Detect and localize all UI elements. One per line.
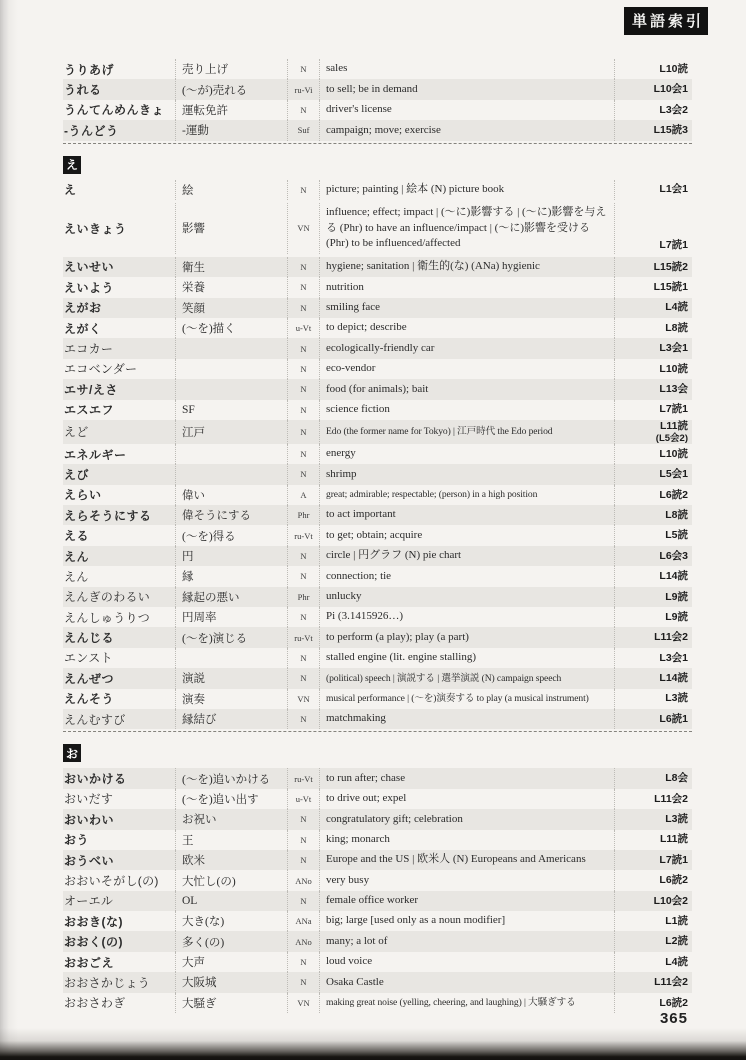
meaning-cell: to act important	[319, 505, 614, 525]
meaning-cell: picture; painting | 絵本 (N) picture book	[319, 180, 614, 200]
kanji-cell: (〜を)得る	[175, 525, 287, 545]
table-row	[63, 789, 692, 809]
meaning-cell: to get; obtain; acquire	[319, 525, 614, 545]
lesson-ref: L6読2	[659, 488, 688, 501]
kanji-cell: (〜を)演じる	[175, 627, 287, 647]
meaning-cell: great; admirable; respectable; (person) in a high position	[319, 485, 614, 505]
meaning-cell: matchmaking	[319, 709, 614, 729]
meaning-cell: big; large [used only as a noun modifier]	[319, 911, 614, 931]
lesson-cell	[614, 420, 690, 444]
pos-cell: VN	[287, 689, 319, 709]
kanji-cell: (〜が)売れる	[175, 79, 287, 99]
lesson-cell	[614, 870, 690, 890]
kanji-cell: 大騒ぎ	[175, 993, 287, 1013]
pos-cell: VN	[287, 203, 319, 254]
pos-cell: Suf	[287, 120, 319, 140]
kanji-cell: (〜を)追いかける	[175, 768, 287, 788]
lesson-ref: L3読	[665, 692, 688, 705]
reading-cell: おいわい	[64, 812, 115, 827]
table-row	[63, 79, 692, 99]
reading-cell: おおく(の)	[64, 935, 123, 950]
pos-cell: N	[287, 464, 319, 484]
meaning-cell: food (for animals); bait	[319, 379, 614, 399]
lesson-cell	[614, 379, 690, 399]
lesson-ref: L8会	[665, 772, 688, 785]
lesson-cell	[614, 709, 690, 729]
reading-cell: えいきょう	[64, 221, 127, 236]
lesson-cell	[614, 59, 690, 79]
pos-cell: u-Vt	[287, 318, 319, 338]
meaning-cell: unlucky	[319, 587, 614, 607]
reading-cell: えがく	[64, 321, 102, 336]
lesson-cell	[614, 277, 690, 297]
lesson-cell	[614, 809, 690, 829]
meaning-cell: eco-vendor	[319, 359, 614, 379]
pos-cell: Phr	[287, 587, 319, 607]
lesson-cell	[614, 830, 690, 850]
pos-cell: A	[287, 485, 319, 505]
kanji-cell: 円周率	[175, 607, 287, 627]
lesson-cell	[614, 689, 690, 709]
reading-cell: エネルギー	[64, 447, 127, 462]
kanji-cell: 縁	[175, 566, 287, 586]
lesson-cell	[614, 338, 690, 358]
meaning-cell: many; a lot of	[319, 931, 614, 951]
pos-cell: N	[287, 809, 319, 829]
meaning-cell: driver's license	[319, 100, 614, 120]
reading-cell: うりあげ	[64, 62, 115, 77]
pos-cell: N	[287, 607, 319, 627]
reading-cell: おいだす	[64, 792, 114, 807]
table-row	[63, 420, 692, 444]
kanji-cell: 衛生	[175, 257, 287, 277]
pos-cell: N	[287, 277, 319, 297]
lesson-cell	[614, 203, 690, 254]
table-row	[63, 359, 692, 379]
lesson-ref: L10会2	[653, 894, 688, 907]
meaning-cell: shrimp	[319, 464, 614, 484]
pos-cell: VN	[287, 993, 319, 1013]
vocabulary-index-table	[63, 59, 692, 1013]
meaning-cell: science fiction	[319, 400, 614, 420]
meaning-cell: Pi (3.1415926…)	[319, 607, 614, 627]
lesson-ref: L15読1	[653, 281, 688, 294]
meaning-cell: Europe and the US | 欧米人 (N) Europeans and Americans	[319, 850, 614, 870]
table-row	[63, 911, 692, 931]
meaning-cell: circle | 円グラフ (N) pie chart	[319, 546, 614, 566]
lesson-cell	[614, 931, 690, 951]
lesson-ref: L6読1	[659, 712, 688, 725]
table-row	[63, 587, 692, 607]
lesson-cell	[614, 952, 690, 972]
pos-cell: N	[287, 298, 319, 318]
lesson-ref: L3会2	[659, 103, 688, 116]
reading-cell: おおさかじょう	[64, 975, 151, 990]
page-number: 365	[659, 1010, 688, 1027]
lesson-ref: L7読1	[659, 239, 688, 252]
meaning-cell: very busy	[319, 870, 614, 890]
lesson-cell	[614, 668, 690, 688]
lesson-cell	[614, 485, 690, 505]
lesson-cell	[614, 525, 690, 545]
kanji-cell: 縁起の悪い	[175, 587, 287, 607]
reading-cell: おうべい	[64, 853, 115, 868]
table-row	[63, 768, 692, 788]
kanji-cell: 売り上げ	[175, 59, 287, 79]
reading-cell: -うんどう	[64, 123, 119, 138]
kanji-cell: 影響	[175, 203, 287, 254]
pos-cell: ANo	[287, 931, 319, 951]
lesson-cell	[614, 911, 690, 931]
meaning-cell: female office worker	[319, 891, 614, 911]
lesson-ref: L2読	[665, 935, 688, 948]
pos-cell: ru-Vt	[287, 768, 319, 788]
lesson-ref: L6会3	[659, 549, 688, 562]
pos-cell: ru-Vt	[287, 627, 319, 647]
reading-cell: える	[64, 529, 90, 544]
table-row	[63, 318, 692, 338]
meaning-cell: musical performance | (〜を)演奏する to play (a musical instrument)	[319, 689, 614, 709]
kanji-cell: SF	[175, 400, 287, 420]
lesson-cell	[614, 298, 690, 318]
meaning-cell: to drive out; expel	[319, 789, 614, 809]
reading-cell: えんぜつ	[64, 671, 115, 686]
lesson-ref: L1会1	[659, 183, 688, 196]
pos-cell: N	[287, 830, 319, 850]
pos-cell: N	[287, 59, 319, 79]
meaning-cell: Edo (the former name for Tokyo) | 江戸時代 the Edo period	[319, 420, 614, 444]
reading-cell: えんしゅうりつ	[64, 610, 151, 625]
lesson-ref: L7読1	[659, 853, 688, 866]
meaning-cell: to sell; be in demand	[319, 79, 614, 99]
lesson-ref: L14読	[659, 672, 688, 685]
photo-bottom-shadow	[0, 1028, 746, 1060]
lesson-ref: L10読	[659, 62, 688, 75]
table-row	[63, 257, 692, 277]
reading-cell: うれる	[64, 83, 102, 98]
pos-cell: N	[287, 850, 319, 870]
kanji-cell	[175, 444, 287, 464]
reading-cell: エサ/えさ	[64, 382, 118, 397]
pos-cell: ru-Vt	[287, 525, 319, 545]
meaning-cell: ecologically-friendly car	[319, 338, 614, 358]
lesson-ref: L3読	[665, 813, 688, 826]
meaning-cell: sales	[319, 59, 614, 79]
reading-cell: おおさわぎ	[64, 996, 126, 1011]
lesson-cell	[614, 318, 690, 338]
lesson-cell	[614, 972, 690, 992]
pos-cell: N	[287, 257, 319, 277]
reading-cell: エスエフ	[64, 403, 115, 418]
reading-cell: えいよう	[64, 280, 115, 295]
lesson-cell	[614, 850, 690, 870]
lesson-cell	[614, 400, 690, 420]
kanji-cell: 王	[175, 830, 287, 850]
table-row	[63, 298, 692, 318]
meaning-cell: making great noise (yelling, cheering, and laughing) | 大騒ぎする	[319, 993, 614, 1013]
table-row	[63, 379, 692, 399]
meaning-cell: smiling face	[319, 298, 614, 318]
kanji-cell: 大忙し(の)	[175, 870, 287, 890]
table-row	[63, 120, 692, 140]
pos-cell: ANo	[287, 870, 319, 890]
reading-cell: おいかける	[64, 772, 127, 787]
reading-cell: エンスト	[64, 651, 113, 666]
kanji-cell: -運動	[175, 120, 287, 140]
reading-cell: えん	[64, 569, 89, 584]
lesson-ref: L15読2	[653, 260, 688, 273]
lesson-cell	[614, 120, 690, 140]
lesson-ref: L10読	[659, 362, 688, 375]
table-row	[63, 830, 692, 850]
lesson-ref: L9読	[665, 590, 688, 603]
reading-cell: えび	[64, 467, 90, 482]
table-row	[63, 444, 692, 464]
kanji-cell: 大声	[175, 952, 287, 972]
pos-cell: N	[287, 100, 319, 120]
kanji-cell: 大き(な)	[175, 911, 287, 931]
table-row	[63, 627, 692, 647]
kanji-cell: (〜を)追い出す	[175, 789, 287, 809]
lesson-cell	[614, 648, 690, 668]
reading-cell: えんそう	[64, 692, 115, 707]
meaning-cell: stalled engine (lit. engine stalling)	[319, 648, 614, 668]
meaning-cell: energy	[319, 444, 614, 464]
table-row	[63, 607, 692, 627]
reading-cell: え	[64, 183, 77, 198]
pos-cell: N	[287, 546, 319, 566]
table-row	[63, 809, 692, 829]
meaning-cell: campaign; move; exercise	[319, 120, 614, 140]
table-row	[63, 525, 692, 545]
reading-cell: おう	[64, 833, 90, 848]
pos-cell: N	[287, 444, 319, 464]
pos-cell: N	[287, 379, 319, 399]
lesson-ref: L11会2	[654, 976, 688, 989]
lesson-ref: L7読1	[659, 403, 688, 416]
table-row	[63, 277, 692, 297]
pos-cell: ANa	[287, 911, 319, 931]
page-header-badge: 単語索引	[624, 7, 708, 35]
reading-cell: おおいそがし(の)	[64, 874, 159, 888]
kanji-cell: 偉い	[175, 485, 287, 505]
pos-cell: N	[287, 668, 319, 688]
lesson-cell	[614, 505, 690, 525]
reading-cell: エコベンダー	[64, 362, 138, 377]
meaning-cell: to run after; chase	[319, 768, 614, 788]
lesson-cell	[614, 359, 690, 379]
table-row	[63, 338, 692, 358]
lesson-cell	[614, 100, 690, 120]
kanji-cell	[175, 648, 287, 668]
pos-cell: N	[287, 972, 319, 992]
table-row	[63, 870, 692, 890]
meaning-cell: connection; tie	[319, 566, 614, 586]
table-row	[63, 505, 692, 525]
table-row	[63, 709, 692, 729]
table-row	[63, 546, 692, 566]
lesson-cell	[614, 768, 690, 788]
lesson-ref: L3会1	[659, 342, 688, 355]
lesson-ref: L6読2	[659, 874, 688, 887]
reading-cell: えんむすび	[64, 712, 126, 727]
pos-cell: N	[287, 566, 319, 586]
meaning-cell: to depict; describe	[319, 318, 614, 338]
meaning-cell: (political) speech | 演説する | 選挙演説 (N) campaign speech	[319, 668, 614, 688]
reading-cell: えらそうにする	[64, 508, 152, 523]
table-row	[63, 180, 692, 200]
lesson-cell	[614, 79, 690, 99]
lesson-cell	[614, 587, 690, 607]
table-row	[63, 972, 692, 992]
reading-cell: オーエル	[64, 894, 114, 909]
kanji-cell: 演説	[175, 668, 287, 688]
kanji-cell: 偉そうにする	[175, 505, 287, 525]
table-row	[63, 400, 692, 420]
lesson-ref: L6読2	[659, 996, 688, 1009]
kanji-cell: 絵	[175, 180, 287, 200]
kanji-cell	[175, 379, 287, 399]
table-row	[63, 891, 692, 911]
page-edge-shadow	[0, 0, 18, 1060]
pos-cell: N	[287, 952, 319, 972]
kanji-cell	[175, 359, 287, 379]
lesson-ref-secondary: (L5会2)	[655, 432, 688, 444]
lesson-ref: L11読	[659, 419, 688, 432]
meaning-cell: loud voice	[319, 952, 614, 972]
lesson-ref: L11会2	[654, 792, 688, 805]
reading-cell: えらい	[64, 488, 102, 503]
kanji-cell: 縁結び	[175, 709, 287, 729]
reading-cell: えん	[64, 549, 90, 564]
reading-cell: えんぎのわるい	[64, 590, 151, 605]
pos-cell: N	[287, 420, 319, 444]
lesson-ref: L1読	[665, 914, 688, 927]
lesson-cell	[614, 546, 690, 566]
meaning-cell: king; monarch	[319, 830, 614, 850]
lesson-cell	[614, 627, 690, 647]
table-row	[63, 689, 692, 709]
meaning-cell: congratulatory gift; celebration	[319, 809, 614, 829]
table-row	[63, 464, 692, 484]
lesson-ref: L4読	[665, 955, 688, 968]
meaning-cell: influence; effect; impact | (〜に)影響する | (〜に)影響を与える (Phr) to have an influence/impact | (〜に)影響を受ける (Phr) to be influenced/affected	[319, 203, 614, 254]
meaning-cell: nutrition	[319, 277, 614, 297]
pos-cell: N	[287, 359, 319, 379]
meaning-cell: to perform (a play); play (a part)	[319, 627, 614, 647]
lesson-cell	[614, 789, 690, 809]
lesson-cell	[614, 257, 690, 277]
pos-cell: N	[287, 338, 319, 358]
kanji-cell: OL	[175, 891, 287, 911]
kanji-cell: 栄養	[175, 277, 287, 297]
lesson-ref: L8読	[665, 508, 688, 521]
lesson-cell	[614, 566, 690, 586]
lesson-ref: L8読	[665, 321, 688, 334]
kanji-cell: 大阪城	[175, 972, 287, 992]
reading-cell: えがお	[64, 301, 102, 316]
lesson-ref: L5会1	[659, 468, 688, 481]
table-row	[63, 648, 692, 668]
table-row	[63, 485, 692, 505]
kanji-cell: 多く(の)	[175, 931, 287, 951]
reading-cell: うんてんめんきょ	[64, 103, 165, 118]
section-badge-お: お	[63, 744, 81, 762]
lesson-ref: L14読	[659, 570, 688, 583]
kanji-cell: 欧米	[175, 850, 287, 870]
meaning-cell: Osaka Castle	[319, 972, 614, 992]
section-divider	[63, 143, 692, 144]
lesson-cell	[614, 444, 690, 464]
table-row	[63, 993, 692, 1013]
kanji-cell: 笑顔	[175, 298, 287, 318]
pos-cell: Phr	[287, 505, 319, 525]
section-divider	[63, 731, 692, 732]
lesson-cell	[614, 464, 690, 484]
lesson-ref: L3会1	[659, 651, 688, 664]
reading-cell: おおき(な)	[64, 914, 123, 929]
pos-cell: N	[287, 891, 319, 911]
lesson-cell	[614, 180, 690, 200]
table-row	[63, 566, 692, 586]
kanji-cell: お祝い	[175, 809, 287, 829]
meaning-cell: hygiene; sanitation | 衛生的(な) (ANa) hygienic	[319, 257, 614, 277]
lesson-cell	[614, 607, 690, 627]
lesson-ref: L4読	[665, 301, 688, 314]
pos-cell: N	[287, 180, 319, 200]
kanji-cell: 運転免許	[175, 100, 287, 120]
lesson-ref: L10会1	[653, 83, 688, 96]
kanji-cell: 演奏	[175, 689, 287, 709]
section-badge-え: え	[63, 156, 81, 174]
reading-cell: おおごえ	[64, 955, 115, 970]
pos-cell: u-Vt	[287, 789, 319, 809]
lesson-cell	[614, 891, 690, 911]
pos-cell: N	[287, 648, 319, 668]
kanji-cell: 江戸	[175, 420, 287, 444]
kanji-cell: 円	[175, 546, 287, 566]
table-row	[63, 668, 692, 688]
kanji-cell	[175, 338, 287, 358]
table-row	[63, 952, 692, 972]
pos-cell: N	[287, 400, 319, 420]
table-row	[63, 200, 692, 257]
reading-cell: えど	[64, 425, 89, 440]
lesson-ref: L11読	[659, 833, 688, 846]
kanji-cell: (〜を)描く	[175, 318, 287, 338]
lesson-ref: L15読3	[653, 124, 688, 137]
pos-cell: N	[287, 709, 319, 729]
table-row	[63, 931, 692, 951]
lesson-ref: L11会2	[654, 631, 688, 644]
lesson-ref: L9読	[665, 610, 688, 623]
lesson-ref: L10読	[659, 447, 688, 460]
table-row	[63, 100, 692, 120]
reading-cell: エコカー	[64, 342, 114, 357]
lesson-ref: L13会	[659, 383, 688, 396]
kanji-cell	[175, 464, 287, 484]
lesson-ref: L5読	[665, 529, 688, 542]
reading-cell: えんじる	[64, 631, 115, 646]
table-row	[63, 59, 692, 79]
pos-cell: ru-Vi	[287, 79, 319, 99]
table-row	[63, 850, 692, 870]
reading-cell: えいせい	[64, 260, 115, 275]
